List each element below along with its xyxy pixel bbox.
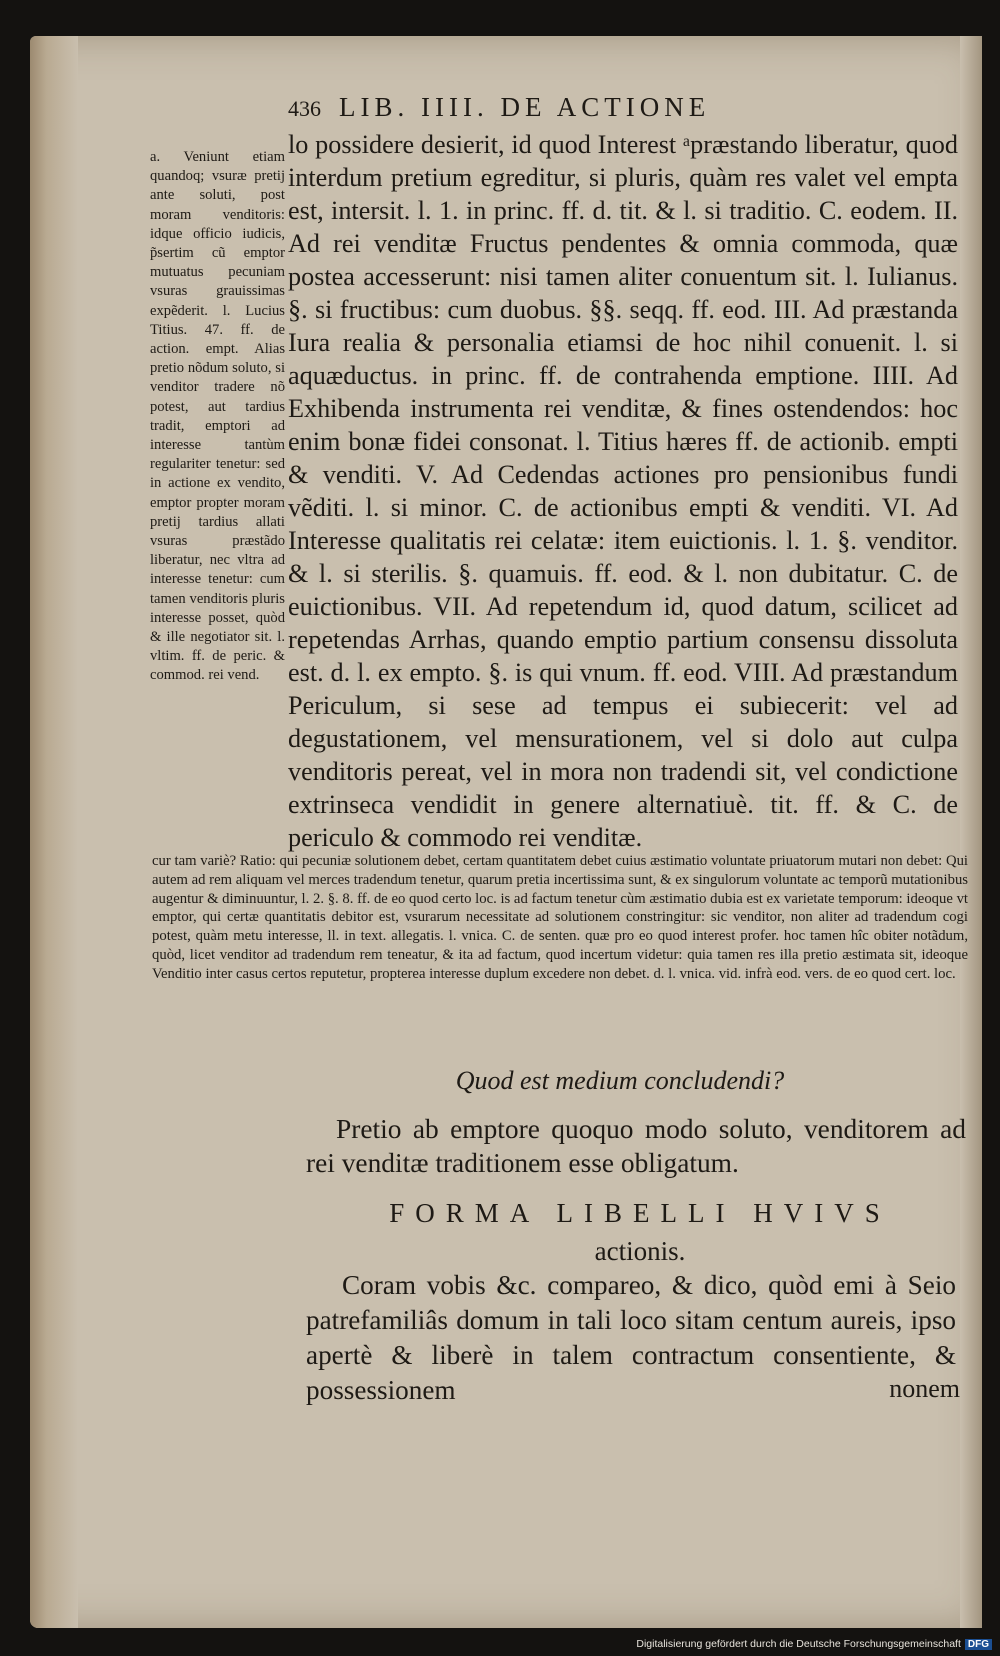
digitization-notice — [600, 1638, 992, 1654]
margin-note-text: a. Veniunt etiam quandoq; vsuræ pretij ante soluti, post moram venditoris: idque officio iudicis, p̃sertim cũ emptor mutuatus pecuniam vsuras grauissimas expẽderit. l. Lucius Titius. 47. ff. de action. empt. Alias pretio nõdum soluto, si venditor tradere nõ potest, aut tardius tradit, emptori ad interesse tantùm regulariter tenetur: sed in actione ex vendito, emptor propter moram pretij tardius allati vsuras præstãdo liberatur, nec vltra ad interesse tenetur: cum tamen venditoris pluris interesse posset, quòd & ille negotiator sit. l. vltim. ff. de peric. & commod. rei vend. — [150, 149, 285, 684]
catchword: nonem — [889, 1374, 960, 1403]
question-heading: Quod est medium concludendi? — [455, 1066, 785, 1095]
dfg-logo: DFG — [965, 1639, 992, 1650]
conclusion — [306, 1112, 966, 1180]
digitization-notice-text: Digitalisierung gefördert durch die Deutsche Forschungsgemeinschaft — [636, 1638, 961, 1650]
footnote-text: cur tam variè? Ratio: qui pecuniæ solutionem debet, certam quantitatem debet cuius æstimatio voluntate priuatorum mutari non debet: Qui autem ad rem aliquam vel merces tradendum tenetur, quarum pretia incertissima sunt, & ex singulorum voluntate ac temporũ mutationibus augentur & diminuuntur, l. 2. §. 8. ff. de eo quod certo loc. is ad factum tenetur cùm æstimatio dubia est ex varietate temporum: ideoque vt emptor, qui certæ quantitatis debitor est, vsurarum necessitate ad solutionem constringitur: sic venditor, non aliter ad tradendum cogi potest, quàm metu interesse, ll. in text. allegatis. l. vnica. C. de senten. quæ pro eo quod interest profer. hoc tamen hîc obiter notãdum, quòd, licet venditor ad tradendum rem teneatur, & ita ad factum, quod incertum videtur: quia tamen res illa pretio æstimata sit, ideoque Venditio inter casus certos reputetur, propterea interesse duplum excedere non debet. d. l. vnica. vid. infrà eod. vers. de eo quod cert. loc. — [152, 853, 968, 982]
forma-text — [306, 1268, 956, 1408]
page-number: 436 — [288, 96, 321, 121]
forma-text-paragraph: Coram vobis &c. compareo, & dico, quòd emi à Seio patrefamiliâs domum in tali loco sitam centum aureis, ipso apertè & liberè in talem contractum consentiente, & possessionem — [306, 1270, 956, 1405]
main-text — [288, 128, 958, 854]
running-head-title: LIB. IIII. DE ACTIONE — [339, 92, 711, 122]
main-text-paragraph: lo possidere desierit, id quod Interest ᵃpræstando liberatur, quod interdum pretium egreditur, si pluris, quàm res valet vel empta est, intersit. l. 1. in princ. ff. d. tit. & l. si traditio. C. eodem. II. Ad rei venditæ Fructus pendentes & omnia commoda, quæ postea accesserunt: nisi tamen aliter conuentum sit. l. Iulianus. §. si fructibus: cum duobus. §§. seqq. ff. eod. III. Ad præstanda Iura realia & personalia etiamsi de hoc nihil conuenit. l. si aquæductus. in princ. ff. de contrahenda emptione. IIII. Ad Exhibenda instrumenta rei venditæ, & fines ostendendos: hoc enim bonæ fidei consonat. l. Titius hæres ff. de actionib. empti & venditi. V. Ad Cedendas actiones pro pensionibus fundi vẽditi. l. si minor. C. de actionibus empti & venditi. VI. Ad Interesse qualitatis rei celatæ: item euictionis. l. 1. §. venditor. & l. si sterilis. §. quamuis. ff. eod. & l. non dubitatur. C. de euictionibus. VII. Ad repetendum id, quod datum, scilicet ad repetendas Arrhas, quando emptio partium consensu dissoluta est. d. l. ex empto. §. is qui vnum. ff. eod. VIII. Ad præstandum Periculum, si sese ad tempus ei subiecerit: vel ad degustationem, vel mensurationem, vel si dolo aut culpa venditoris pereat, vel in mora non tradendi sit, vel condictione extrinseca vendidit in genere alternatiuè. tit. ff. & C. de periculo & commodo rei venditæ. — [288, 130, 958, 852]
margin-note — [150, 148, 285, 686]
conclusion-text: Pretio ab emptore quoquo modo soluto, venditorem ad rei venditæ traditionem esse obligatum. — [306, 1114, 966, 1178]
footnote — [152, 852, 968, 984]
page-binding-edge — [30, 36, 78, 1628]
running-head — [288, 92, 888, 128]
forma-subtitle: actionis. — [594, 1236, 686, 1266]
forma-title: FORMA LIBELLI HVIVS — [389, 1198, 891, 1228]
page-outer-edge — [960, 36, 982, 1628]
